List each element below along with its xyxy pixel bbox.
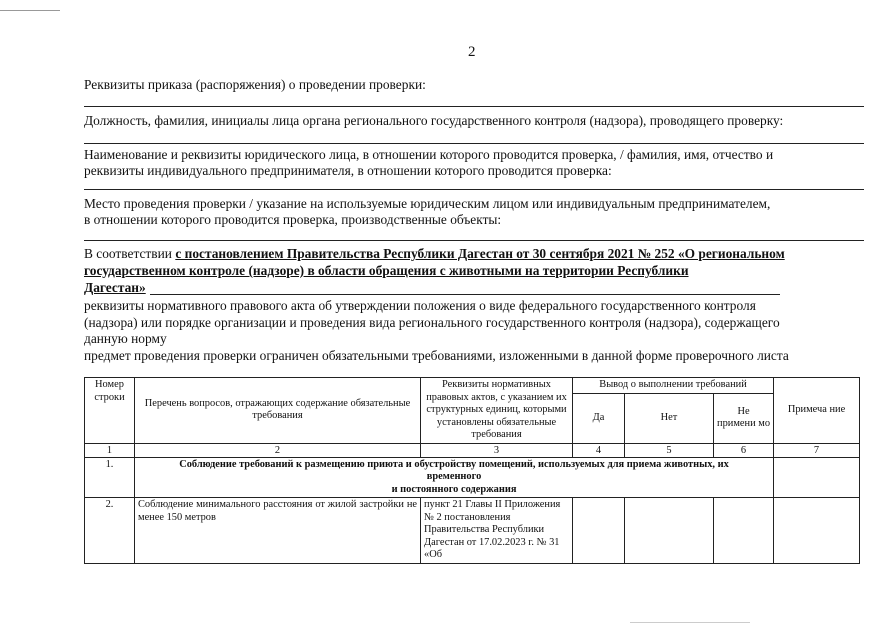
section-title-line: Соблюдение требований к размещению приюта и обустройству помещений, используемых для приема животных, их (179, 458, 729, 470)
order-details-label: Реквизиты приказа (распоряжения) о проведении проверки: (84, 77, 426, 92)
normative-label-3: данную норму (84, 331, 167, 346)
section-title-line: и постоянного содержания (391, 483, 517, 495)
row-yes-cell[interactable] (573, 498, 625, 564)
column-number: 6 (714, 443, 774, 457)
fill-line (84, 240, 864, 241)
row-note-cell[interactable] (774, 498, 860, 564)
column-number: 2 (135, 443, 421, 457)
section-title (135, 457, 774, 498)
legal-entity-label-2: реквизиты индивидуального предпринимателя, в отношении которого проводится проверка: (84, 163, 612, 178)
location-label-2: в отношении которого проводится проверка, производственные объекты: (84, 212, 502, 227)
fill-line (84, 143, 864, 144)
scan-mark (630, 622, 750, 623)
header-row-number: Номер строки (85, 378, 135, 444)
column-number: 3 (421, 443, 573, 457)
column-number: 7 (774, 443, 860, 457)
normative-label-1: реквизиты нормативного правового акта об утверждении положения о виде федерального государственного контроля (84, 298, 756, 313)
header-not-applicable: Не примени мо (714, 393, 774, 443)
resolution-reference: с постановлением Правительства Республики Дагестан от 30 сентября 2021 № 252 «О региональном (175, 246, 785, 261)
fill-line (84, 106, 864, 107)
row-number: 2. (85, 498, 135, 564)
column-number: 1 (85, 443, 135, 457)
header-requisites: Реквизиты нормативных правовых актов, с указанием их структурных единиц, которыми установлены обязательные требования (421, 378, 573, 444)
row-no-cell[interactable] (625, 498, 714, 564)
row-not-applicable-cell[interactable] (714, 498, 774, 564)
column-number: 4 (573, 443, 625, 457)
table-row (85, 498, 860, 564)
section-number: 1. (85, 457, 135, 498)
page-number: 2 (468, 44, 476, 60)
header-yes: Да (573, 393, 625, 443)
row-requisite: пункт 21 Главы II Приложения № 2 постановления Правительства Республики Дагестан от 17.02.2023 г. № 31 «Об (421, 498, 573, 564)
accordance-prefix: В соответствии (84, 246, 172, 261)
column-number-row (85, 443, 860, 457)
section-row (85, 457, 860, 498)
location-label-1: Место проведения проверки / указание на используемые юридическим лицом или индивидуальным предпринимателем, (84, 196, 771, 211)
scan-mark (0, 10, 60, 11)
resolution-reference-3: Дагестан» (84, 280, 146, 295)
section-note-cell (774, 457, 860, 498)
header-note: Примеча ние (774, 378, 860, 444)
header-output-group: Вывод о выполнении требований (573, 378, 774, 394)
checklist-table (84, 377, 860, 564)
legal-entity-label-1: Наименование и реквизиты юридического лица, в отношении которого проводится проверка, / фамилия, имя, отчество и (84, 147, 774, 162)
normative-label-2: (надзора) или порядке организации и проведения вида регионального государственного контроля (надзора), содержащего (84, 315, 780, 330)
header-no: Нет (625, 393, 714, 443)
fill-line (84, 189, 864, 190)
section-title-line: временного (426, 471, 482, 482)
header-questions: Перечень вопросов, отражающих содержание обязательные требования (135, 378, 421, 444)
fill-line (150, 294, 780, 295)
column-number: 5 (625, 443, 714, 457)
resolution-reference-2: государственном контроле (надзоре) в области обращения с животными на территории Республики (84, 263, 689, 278)
row-question: Соблюдение минимального расстояния от жилой застройки не менее 150 метров (135, 498, 421, 564)
official-position-label: Должность, фамилия, инициалы лица органа регионального государственного контроля (надзора), проводящего проверку: (84, 113, 784, 128)
accordance-line-1 (84, 245, 785, 262)
subject-limit-text: предмет проведения проверки ограничен обязательными требованиями, изложенными в данной форме проверочного листа (84, 348, 789, 363)
